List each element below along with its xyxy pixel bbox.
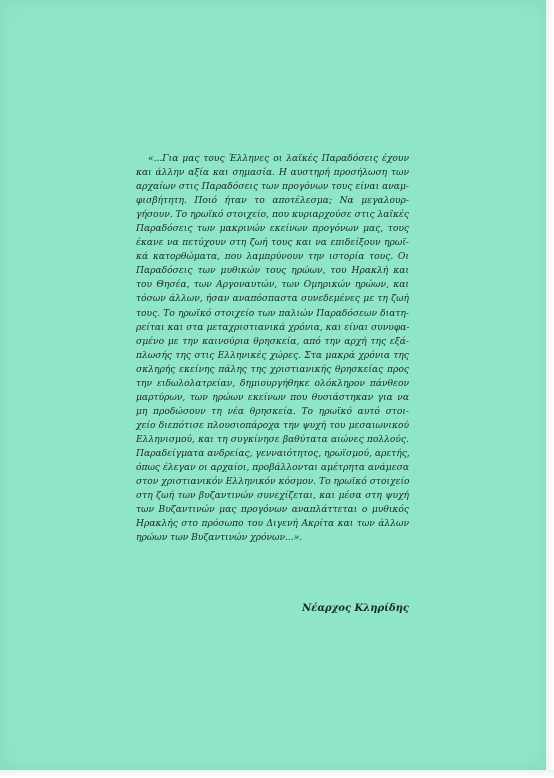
quote-line: έκανε να πετύχουν στη ζωή τους και να επιδείξουν ηρωϊ- bbox=[136, 238, 409, 249]
quote-text bbox=[136, 152, 409, 545]
quote-line: Παραδόσεις των μακρινών εκείνων προγόνων μας, τους bbox=[136, 224, 409, 235]
quote-line: Ελληνισμού, και τη συγκίνησε βαθύτατα αιώνες πολλούς. bbox=[136, 434, 409, 445]
quote-line: ρείται και στα μεταχριστιανικά χρόνια, και είναι συνυφα- bbox=[136, 322, 410, 333]
page-edge-right bbox=[546, 0, 554, 778]
quote-line: κά κατορθώματα, που λαμπρύνουν την ιστορία τους. Οι bbox=[136, 252, 409, 263]
quote-line: μαρτύρων, των ηρώων εκείνων που θυσιάστηκαν για να bbox=[136, 392, 409, 403]
quote-line: στον χριστιανικόν Ελληνικόν κόσμον. Το ηρωϊκό στοιχείο bbox=[136, 477, 410, 488]
quote-line: σκληρής εκείνης πάλης της χριστιανικής θρησκείας προς bbox=[136, 364, 409, 375]
quote-line: φισβήτητη. Ποιό ήταν το αποτέλεσμα; Να μεγαλουρ- bbox=[136, 196, 409, 207]
quote-line: «...Για μας τους Έλληνες οι λαϊκές Παραδόσεις έχουν bbox=[148, 154, 409, 164]
page-edge-bottom bbox=[0, 770, 554, 778]
quote-line: χείο διεπότισε πλουσιοπάροχα την ψυχή του μεσαιωνικού bbox=[136, 420, 409, 431]
quote-line: Ηρακλής στο πρόσωπο του Διγενή Ακρίτα και των άλλων bbox=[136, 519, 409, 530]
quote-line: Παραδόσεις των μυθικών τους ηρώων, του Ηρακλή και bbox=[136, 266, 409, 277]
quote-line: αρχαίων στις Παραδόσεις των προγόνων τους είναι αναμ- bbox=[136, 182, 409, 193]
quote-line: ηρώων των Βυζαντινών χρόνων...». bbox=[136, 533, 303, 544]
quote-line: μη προδώσουν τη νέα θρησκεία. Το ηρωϊκό αυτό στοι- bbox=[136, 406, 409, 417]
author-name: Νέαρχος Κληρίδης bbox=[302, 603, 409, 614]
quote-line: και άλλην αξία και σημασία. Η αυστηρή προσήλωση των bbox=[136, 168, 409, 179]
quote-line: όπως έλεγαν οι αρχαίοι, προβάλλονται αμέτρητα ανάμεσα bbox=[136, 463, 409, 474]
quote-line: των Βυζαντινών μας προγόνων αναπλάττεται ο μυθικός bbox=[136, 505, 409, 516]
quote-line: σμένο με την καινούρια θρησκεία, από την αρχή της εξά- bbox=[136, 336, 409, 347]
quote-line: του Θησέα, των Αργοναυτών, των Ομηρικών ηρώων, και bbox=[136, 280, 409, 291]
quote-line: στη ζωή των βυζαντινών συνεχίζεται, και μέσα στη ψυχή bbox=[136, 491, 409, 502]
quote-line: τους. Το ηρωϊκό στοιχείο των παλιών Παραδόσεων διατη- bbox=[136, 308, 409, 319]
quote-line: την ειδωλολατρείαν, δημιουργήθηκε ολόκληρον πάνθεον bbox=[136, 378, 409, 389]
quote-line: πλωσής της στις Ελληνικές χώρες. Στα μακρά χρόνια της bbox=[136, 350, 409, 361]
quote-line: τόσων άλλων, ήσαν αναπόσπαστα συνεδεμένες με τη ζωή bbox=[136, 294, 409, 305]
quote-line: Παραδείγματα ανδρείας, γενναιότητος, ηρωϊσμού, αρετής, bbox=[136, 448, 410, 459]
quote-line: γήσουν. Το ηρωϊκό στοιχείο, που κυριαρχούσε στις λαϊκές bbox=[136, 210, 409, 221]
